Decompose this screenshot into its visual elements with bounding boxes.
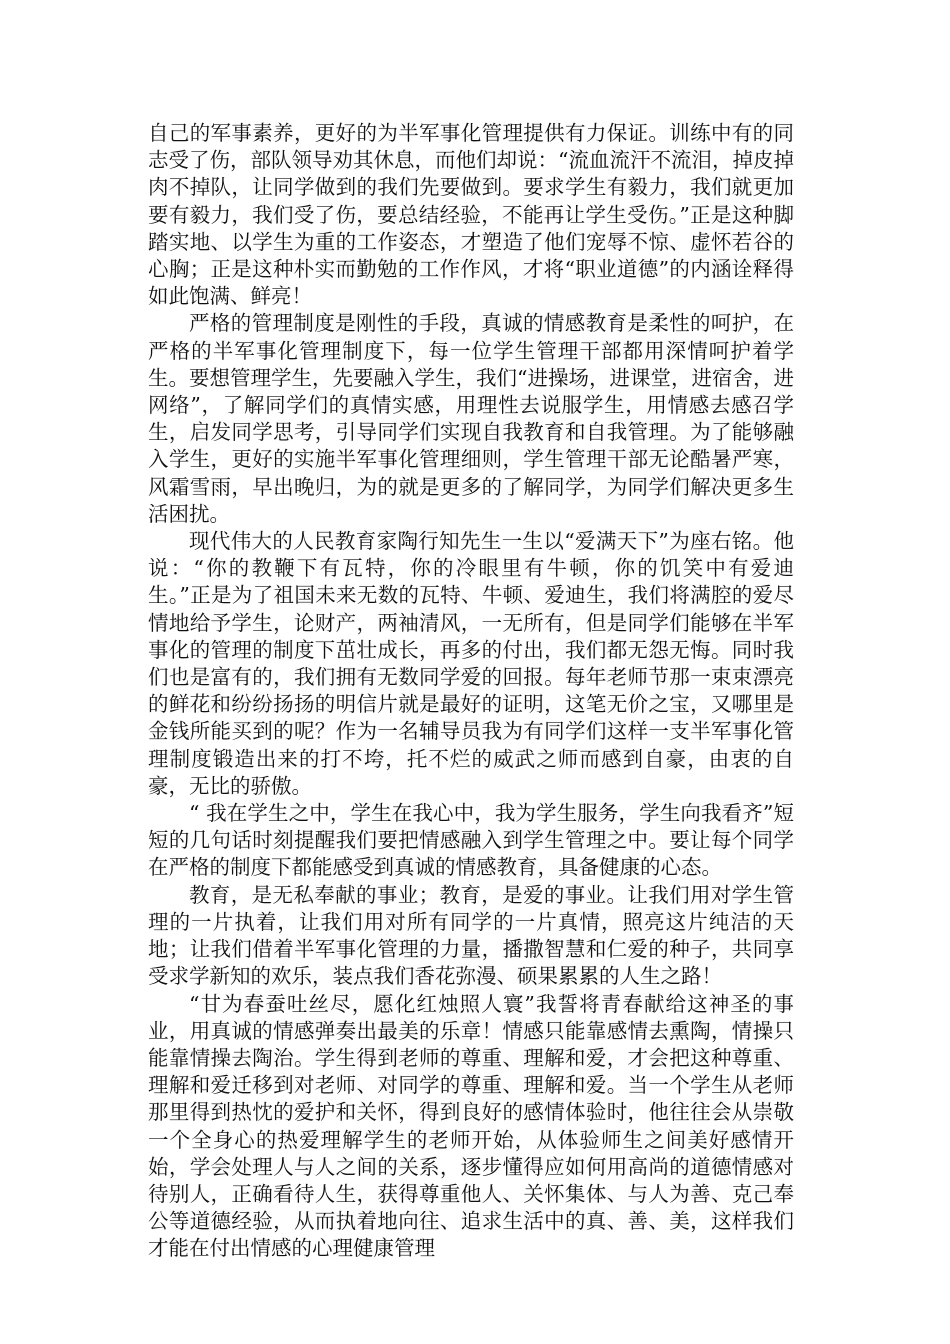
paragraph-student-service: “ 我在学生之中，学生在我心中，我为学生服务，学生向我看齐”短短的几句话时刻提醒我们要把情感融入到学生管理之中。要让每个同学在严格的制度下都能感受到真诚的情感教育，具备健康的心态。 — [148, 801, 794, 880]
paragraph-military-training: 自己的军事素养，更好的为半军事化管理提供有力保证。训练中有的同志受了伤，部队领导劝其休息，而他们却说：“流血流汗不流泪，掉皮掉肉不掉队，让同学做到的我们先要做到。要求学生有毅力，我们就更加要有毅力，我们受了伤，要总结经验，不能再让学生受伤。”正是这种脚踏实地、以学生为重的工作姿态，才塑造了他们宠辱不惊、虚怀若谷的心胸；正是这种朴实而勤勉的工作作风，才将“职业道德”的内涵诠释得如此饱满、鲜亮！ — [148, 121, 794, 309]
paragraph-tao-xingzhi: 现代伟大的人民教育家陶行知先生一生以“爱满天下”为座右铭。他说：“你的教鞭下有瓦特，你的冷眼里有牛顿，你的饥笑中有爱迪生。”正是为了祖国未来无数的瓦特、牛顿、爱迪生，我们将满腔的爱尽情地给予学生，论财产，两袖清风，一无所有，但是同学们能够在半军事化的管理的制度下茁壮成长，再多的付出，我们都无怨无悔。同时我们也是富有的，我们拥有无数同学爱的回报。每年老师节那一束束漂亮的鲜花和纷纷扬扬的明信片就是最好的证明，这笔无价之宝，又哪里是金钱所能买到的呢？作为一名辅导员我为有同学们这样一支半军事化管理制度锻造出来的打不垮，托不烂的威武之师而感到自豪，由衷的自豪，无比的骄傲。 — [148, 529, 794, 798]
paragraph-management-system: 严格的管理制度是刚性的手段，真诚的情感教育是柔性的呵护，在严格的半军事化管理制度下，每一位学生管理干部都用深情呵护着学生。要想管理学生，先要融入学生，我们“进操场，进课堂，进宿舍，进网络”，了解同学们的真情实感，用理性去说服学生，用情感去感召学生，启发同学思考，引导同学们实现自我教育和自我管理。为了能够融入学生，更好的实施半军事化管理细则，学生管理干部无论酷暑严寒，风霜雪雨，早出晚归，为的就是更多的了解同学，为同学们解决更多生活困扰。 — [148, 311, 794, 526]
document-body — [148, 120, 794, 1263]
paragraph-silkworm-candle: “甘为春蚕吐丝尽，愿化红烛照人寰”我誓将青春献给这神圣的事业，用真诚的情感弹奏出最美的乐章！情感只能靠感情去熏陶，情操只能靠情操去陶治。学生得到老师的尊重、理解和爱，才会把这种尊重、理解和爱迁移到对老师、对同学的尊重、理解和爱。当一个学生从老师那里得到热忱的爱护和关怀，得到良好的感情体验时，他往往会从崇敬一个全身心的热爱理解学生的老师开始，从体验师生之间美好感情开始，学会处理人与人之间的关系，逐步懂得应如何用高尚的道德情感对待别人，正确看待人生，获得尊重他人、关怀集体、与人为善、克己奉公等道德经验，从而执着地向往、追求生活中的真、善、美，这样我们才能在付出情感的心理健康管理 — [148, 991, 794, 1261]
paragraph-education-dedication: 教育，是无私奉献的事业；教育，是爱的事业。让我们用对学生管理的一片执着，让我们用对所有同学的一片真情，照亮这片纯洁的天地；让我们借着半军事化管理的力量，播撒智慧和仁爱的种子，共同享受求学新知的欢乐，装点我们香花弥漫、硕果累累的人生之路！ — [148, 882, 794, 989]
